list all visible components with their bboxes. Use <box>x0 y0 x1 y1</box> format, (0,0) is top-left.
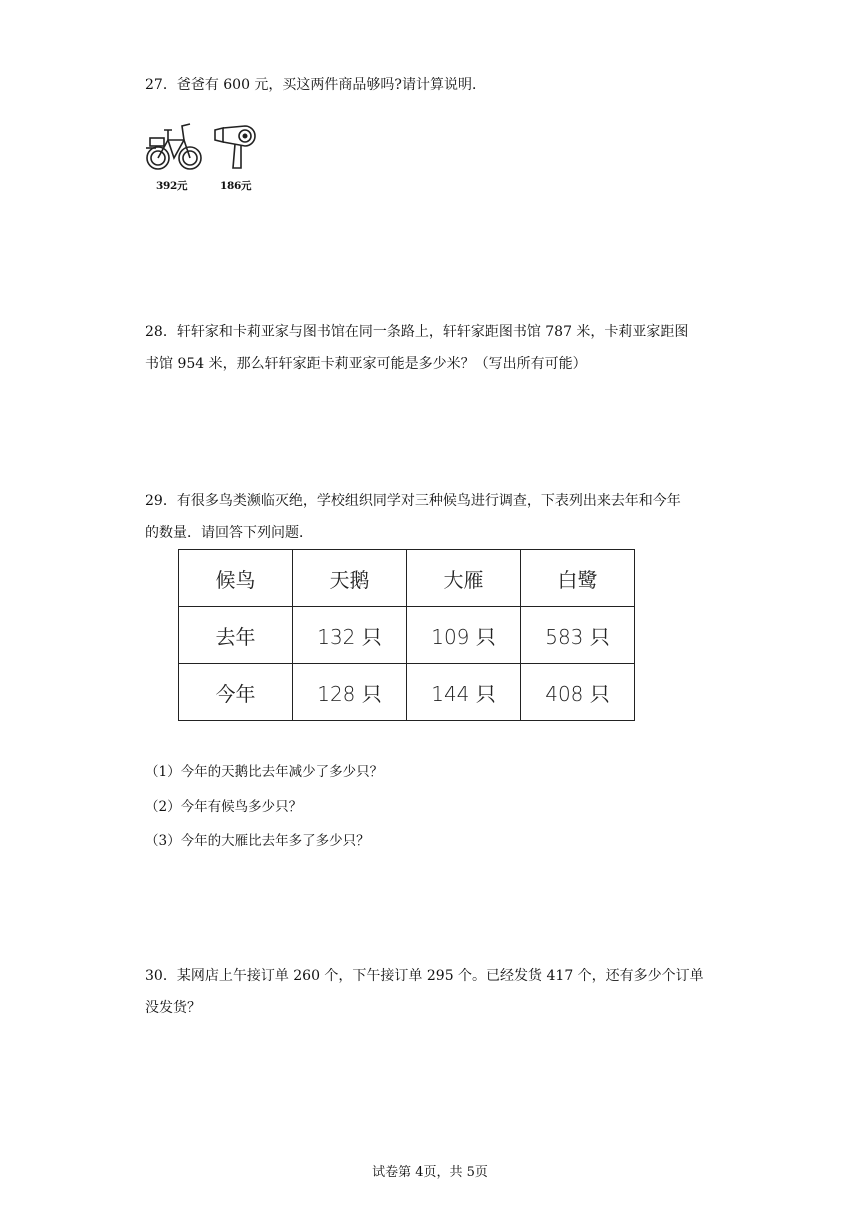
question-29 <box>145 485 725 549</box>
question-29-line2: 的数量．请回答下列问题． <box>145 525 313 541</box>
hair-dryer-icon <box>213 124 257 172</box>
sub-question-1: （1）今年的天鹅比去年减少了多少只？ <box>145 764 384 780</box>
table-cell: 128 只 <box>293 664 407 721</box>
sub-question-2: （2）今年有候鸟多少只？ <box>145 799 303 815</box>
question-27-text: 27．爸爸有 600 元，买这两件商品够吗?请计算说明． <box>145 77 486 93</box>
table-cell: 408 只 <box>521 664 635 721</box>
table-cell: 109 只 <box>407 607 521 664</box>
table-header-cell: 候鸟 <box>179 550 293 607</box>
question-29-line1: 29．有很多鸟类濒临灭绝，学校组织同学对三种候鸟进行调查，下表列出来去年和今年 <box>145 493 681 509</box>
bike-price: 392元 <box>156 180 188 192</box>
question-30-line1: 30．某网店上午接订单 260 个，下午接订单 295 个。已经发货 417 个，还有多少个订单 <box>145 968 704 984</box>
question-30 <box>145 960 725 1024</box>
dryer-price: 186元 <box>220 180 252 192</box>
table-cell: 583 只 <box>521 607 635 664</box>
question-30-line2: 没发货？ <box>145 1000 201 1016</box>
table-header-cell: 天鹅 <box>293 550 407 607</box>
table-cell: 去年 <box>179 607 293 664</box>
question-28-line2: 书馆 954 米，那么轩轩家距卡莉亚家可能是多少米？（写出所有可能） <box>145 356 587 372</box>
table-cell: 144 只 <box>407 664 521 721</box>
table-header-row <box>179 550 635 607</box>
table-header-cell: 大雁 <box>407 550 521 607</box>
table-cell: 今年 <box>179 664 293 721</box>
table-row <box>179 664 635 721</box>
question-27 <box>145 69 725 101</box>
table-cell: 132 只 <box>293 607 407 664</box>
question-28 <box>145 316 725 380</box>
table-header-cell: 白鹭 <box>521 550 635 607</box>
question-28-line1: 28．轩轩家和卡莉亚家与图书馆在同一条路上，轩轩家距图书馆 787 米，卡莉亚家距图 <box>145 324 689 340</box>
bicycle-icon <box>144 118 206 176</box>
table-row <box>179 607 635 664</box>
bird-count-table <box>178 549 635 721</box>
sub-question-3: （3）今年的大雁比去年多了多少只？ <box>145 833 370 849</box>
page-footer: 试卷第 4页，共 5页 <box>372 1165 488 1180</box>
